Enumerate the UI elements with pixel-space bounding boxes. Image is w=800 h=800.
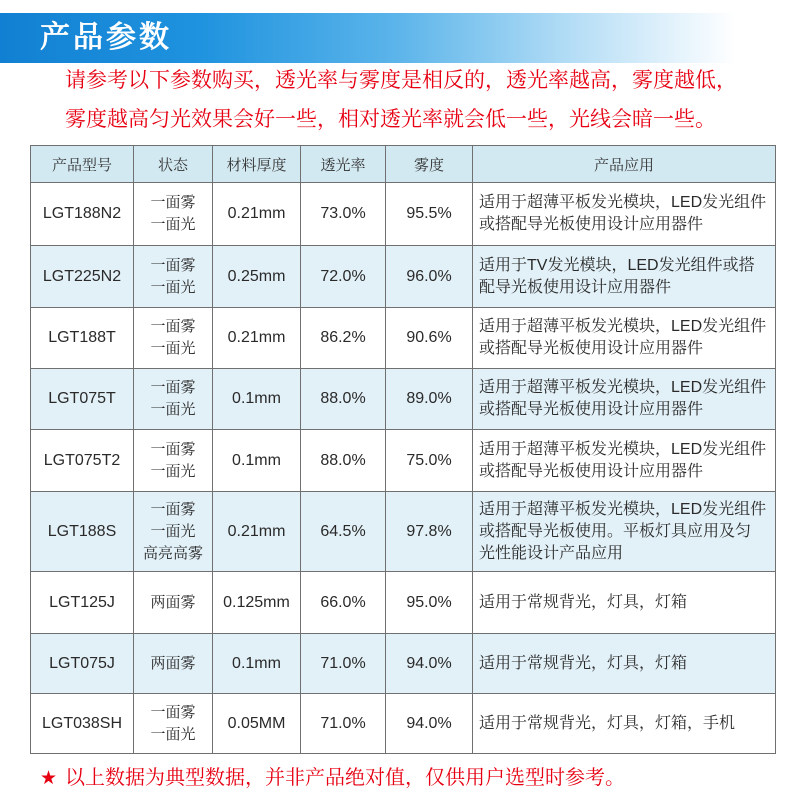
- model-cell: LGT188N2: [31, 183, 134, 246]
- state-line: 两面雾: [150, 654, 196, 672]
- application-line: 适用于TV发光模块，LED发光组件或搭: [479, 256, 755, 274]
- thickness-cell: 0.1mm: [213, 430, 301, 492]
- transmittance-cell: 88.0%: [301, 430, 386, 492]
- model-cell: LGT125J: [31, 572, 134, 634]
- thickness-cell: 0.1mm: [213, 369, 301, 430]
- haze-cell: 94.0%: [386, 634, 473, 694]
- column-header-state: 状态: [134, 146, 213, 183]
- state-line: 一面光: [150, 278, 196, 296]
- column-header-transmittance: 透光率: [301, 146, 386, 183]
- application-cell: [473, 369, 776, 430]
- application-line: 或搭配导光板使用设计应用器件: [479, 216, 704, 233]
- application-cell: [473, 308, 776, 369]
- application-cell: [473, 246, 776, 308]
- application-line: 或搭配导光板使用设计应用器件: [479, 340, 704, 357]
- application-cell: [473, 694, 776, 754]
- table-row: [31, 183, 776, 246]
- model-cell: LGT225N2: [31, 246, 134, 308]
- transmittance-cell: 71.0%: [301, 634, 386, 694]
- note-line: 雾度越高匀光效果会好一些，相对透光率就会低一些，光线会暗一些。: [65, 108, 716, 131]
- table-header-row: [31, 146, 776, 183]
- state-cell: [134, 430, 213, 492]
- thickness-cell: 0.21mm: [213, 183, 301, 246]
- footnote: [40, 764, 625, 792]
- state-line: 一面光: [150, 522, 196, 540]
- state-line: 一面雾: [150, 703, 196, 721]
- thickness-cell: 0.05MM: [213, 694, 301, 754]
- application-line: 适用于超薄平板发光模块，LED发光组件: [479, 440, 767, 458]
- state-line: 一面光: [150, 462, 196, 480]
- model-cell: LGT075T: [31, 369, 134, 430]
- page-header-bar: [0, 13, 800, 63]
- thickness-cell: 0.1mm: [213, 634, 301, 694]
- haze-cell: 89.0%: [386, 369, 473, 430]
- state-line: 一面雾: [150, 194, 196, 211]
- haze-cell: 97.8%: [386, 492, 473, 572]
- application-line: 适用于超薄平板发光模块，LED发光组件: [479, 500, 767, 518]
- application-line: 或搭配导光板使用。平板灯具应用及匀: [479, 522, 752, 540]
- thickness-cell: 0.125mm: [213, 572, 301, 634]
- haze-cell: 94.0%: [386, 694, 473, 754]
- state-line: 一面雾: [150, 379, 196, 396]
- state-line: 高亮高雾: [142, 544, 203, 562]
- state-line: 一面雾: [150, 256, 196, 274]
- transmittance-cell: 86.2%: [301, 308, 386, 369]
- page-title: 产品参数: [40, 21, 172, 54]
- spec-table-body: [31, 183, 776, 754]
- application-line: 或搭配导光板使用设计应用器件: [479, 401, 704, 418]
- footnote-text: 以上数据为典型数据，并非产品绝对值，仅供用户选型时参考。: [65, 767, 625, 789]
- transmittance-cell: 72.0%: [301, 246, 386, 308]
- state-cell: [134, 634, 213, 694]
- model-cell: LGT075J: [31, 634, 134, 694]
- table-row: [31, 246, 776, 308]
- table-row: [31, 430, 776, 492]
- application-cell: [473, 430, 776, 492]
- state-line: 一面雾: [150, 318, 196, 335]
- thickness-cell: 0.21mm: [213, 308, 301, 369]
- table-row: [31, 492, 776, 572]
- application-line: 适用于常规背光，灯具，灯箱: [479, 654, 688, 672]
- model-cell: LGT038SH: [31, 694, 134, 754]
- column-header-thickness: 材料厚度: [213, 146, 301, 183]
- table-row: [31, 369, 776, 430]
- application-cell: [473, 572, 776, 634]
- application-line: 配导光板使用设计应用器件: [479, 278, 672, 296]
- state-line: 一面雾: [150, 500, 196, 518]
- column-header-application: 产品应用: [473, 146, 776, 183]
- model-cell: LGT188T: [31, 308, 134, 369]
- application-line: 适用于超薄平板发光模块，LED发光组件: [479, 194, 767, 211]
- transmittance-cell: 88.0%: [301, 369, 386, 430]
- application-line: 适用于常规背光，灯具，灯箱: [479, 593, 688, 611]
- table-row: [31, 572, 776, 634]
- state-cell: [134, 492, 213, 572]
- application-cell: [473, 492, 776, 572]
- column-header-haze: 雾度: [386, 146, 473, 183]
- application-line: 适用于超薄平板发光模块，LED发光组件: [479, 318, 767, 335]
- transmittance-cell: 71.0%: [301, 694, 386, 754]
- transmittance-cell: 64.5%: [301, 492, 386, 572]
- state-cell: [134, 572, 213, 634]
- state-cell: [134, 369, 213, 430]
- transmittance-cell: 73.0%: [301, 183, 386, 246]
- state-cell: [134, 694, 213, 754]
- state-line: 一面光: [150, 340, 196, 357]
- column-header-model: 产品型号: [31, 146, 134, 183]
- state-line: 一面雾: [150, 440, 196, 458]
- model-cell: LGT188S: [31, 492, 134, 572]
- application-cell: [473, 183, 776, 246]
- state-line: 一面光: [150, 216, 196, 233]
- state-line: 两面雾: [150, 593, 196, 611]
- state-cell: [134, 246, 213, 308]
- state-cell: [134, 183, 213, 246]
- application-line: 光性能设计产品应用: [479, 544, 624, 562]
- application-line: 适用于常规背光，灯具，灯箱，手机: [479, 714, 736, 732]
- star-icon: ★: [40, 768, 58, 789]
- state-cell: [134, 308, 213, 369]
- haze-cell: 96.0%: [386, 246, 473, 308]
- haze-cell: 75.0%: [386, 430, 473, 492]
- purchase-notes: [65, 61, 790, 139]
- thickness-cell: 0.25mm: [213, 246, 301, 308]
- state-line: 一面光: [150, 725, 196, 743]
- transmittance-cell: 66.0%: [301, 572, 386, 634]
- haze-cell: 95.5%: [386, 183, 473, 246]
- application-cell: [473, 634, 776, 694]
- state-line: 一面光: [150, 401, 196, 418]
- note-line: 请参考以下参数购买，透光率与雾度是相反的，透光率越高，雾度越低，: [65, 69, 737, 92]
- application-line: 或搭配导光板使用设计应用器件: [479, 462, 704, 480]
- application-line: 适用于超薄平板发光模块，LED发光组件: [479, 379, 767, 396]
- table-row: [31, 308, 776, 369]
- thickness-cell: 0.21mm: [213, 492, 301, 572]
- table-row: [31, 634, 776, 694]
- model-cell: LGT075T2: [31, 430, 134, 492]
- spec-table: [30, 145, 776, 754]
- haze-cell: 90.6%: [386, 308, 473, 369]
- table-row: [31, 694, 776, 754]
- haze-cell: 95.0%: [386, 572, 473, 634]
